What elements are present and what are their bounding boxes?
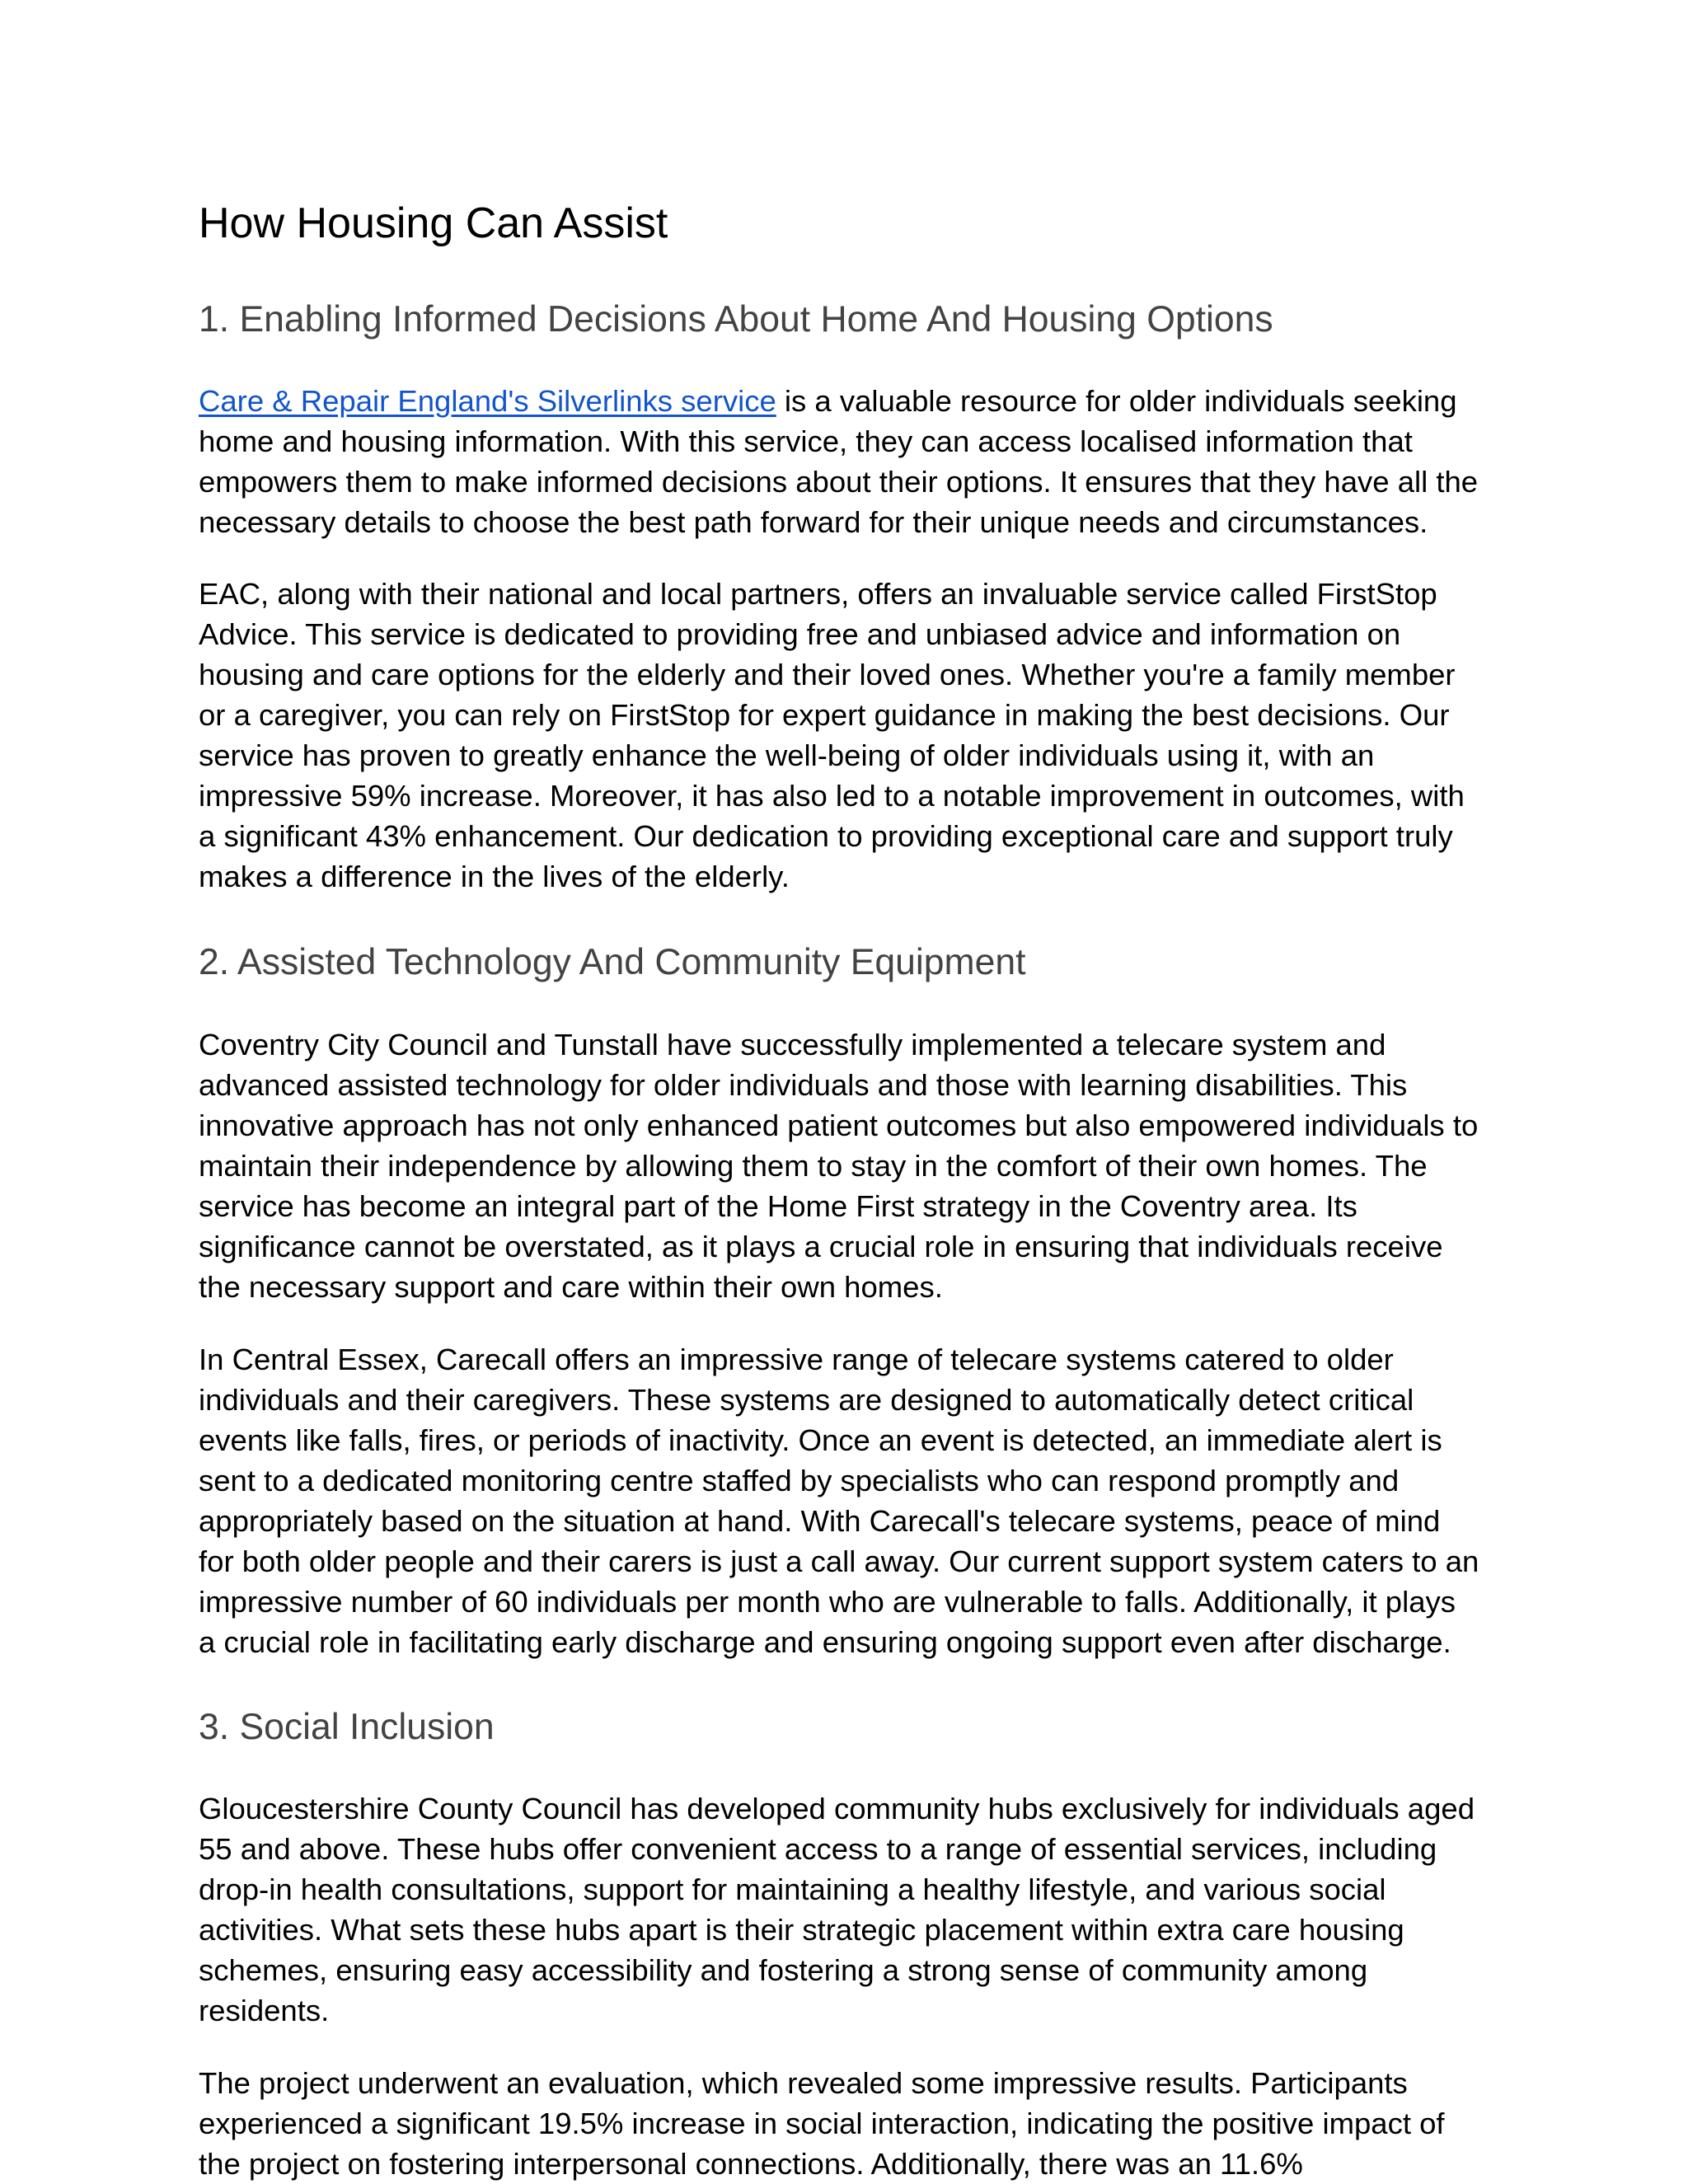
paragraph-line: residents. — [199, 1994, 330, 2027]
paragraph-line: impressive 59% increase. Moreover, it has also led to a notable improvement in outcomes, with — [199, 779, 1465, 813]
paragraph-line: drop-in health consultations, support for maintaining a healthy lifestyle, and various social — [199, 1872, 1386, 1906]
paragraph-line: individuals and their caregivers. These systems are designed to automatically detect critical — [199, 1383, 1414, 1417]
silverlinks-service-link[interactable]: Care & Repair England's Silverlinks service — [199, 384, 776, 418]
paragraph-line: innovative approach has not only enhanced patient outcomes but also empowered individuals to — [199, 1108, 1479, 1142]
paragraph-line: a significant 43% enhancement. Our dedication to providing exceptional care and support truly — [199, 819, 1453, 853]
paragraph-coventry — [199, 1024, 1501, 1307]
paragraph-line: 55 and above. These hubs offer convenient access to a range of essential services, including — [199, 1832, 1437, 1866]
paragraph-line: necessary details to choose the best path forward for their unique needs and circumstances. — [199, 505, 1428, 539]
paragraph-line: impressive number of 60 individuals per month who are vulnerable to falls. Additionally, it plays — [199, 1585, 1456, 1619]
paragraph-line: activities. What sets these hubs apart is their strategic placement within extra care housing — [199, 1913, 1404, 1947]
paragraph-line: schemes, ensuring easy accessibility and fostering a strong sense of community among — [199, 1953, 1368, 1987]
paragraph-line: makes a difference in the lives of the elderly. — [199, 860, 790, 893]
section-heading-social-inclusion: 3. Social Inclusion — [199, 1707, 495, 1747]
paragraph-line: the necessary support and care within their own homes. — [199, 1270, 943, 1304]
paragraph-gloucestershire — [199, 1788, 1501, 2031]
paragraph-line: or a caregiver, you can rely on FirstStop for expert guidance in making the best decisions. Our — [199, 698, 1450, 732]
paragraph-line: events like falls, fires, or periods of inactivity. Once an event is detected, an immediate alert is — [199, 1423, 1442, 1457]
paragraph-line: a crucial role in facilitating early discharge and ensuring ongoing support even after discharge. — [199, 1625, 1451, 1659]
paragraph-line: empowers them to make informed decisions about their options. It ensures that they have all the — [199, 465, 1479, 499]
paragraph-line: The project underwent an evaluation, which revealed some impressive results. Participants — [199, 2066, 1408, 2100]
paragraph-line: home and housing information. With this service, they can access localised information that — [199, 424, 1413, 458]
section-heading-informed-decisions: 1. Enabling Informed Decisions About Home And Housing Options — [199, 299, 1273, 340]
paragraph-evaluation — [199, 2063, 1501, 2184]
paragraph-line: appropriately based on the situation at hand. With Carecall's telecare systems, peace of mind — [199, 1504, 1441, 1538]
paragraph-line: maintain their independence by allowing them to stay in the comfort of their own homes. The — [199, 1149, 1428, 1183]
paragraph-line: the project on fostering interpersonal connections. Additionally, there was an 11.6% — [199, 2147, 1303, 2181]
page-title: How Housing Can Assist — [199, 199, 668, 247]
paragraph-line: Gloucestershire County Council has developed community hubs exclusively for individuals aged — [199, 1792, 1475, 1825]
paragraph-line: EAC, along with their national and local partners, offers an invaluable service called FirstStop — [199, 577, 1437, 611]
paragraph-line: housing and care options for the elderly and their loved ones. Whether you're a family member — [199, 658, 1456, 691]
paragraph-line: Advice. This service is dedicated to providing free and unbiased advice and information on — [199, 617, 1401, 651]
paragraph-silverlinks — [199, 381, 1501, 542]
paragraph-line: service has proven to greatly enhance the well-being of older individuals using it, with an — [199, 738, 1375, 772]
paragraph-line: experienced a significant 19.5% increase in social interaction, indicating the positive impact of — [199, 2107, 1445, 2140]
paragraph-line: for both older people and their carers is just a call away. Our current support system caters to an — [199, 1544, 1479, 1578]
paragraph-line: significance cannot be overstated, as it plays a crucial role in ensuring that individuals receive — [199, 1230, 1443, 1263]
paragraph-firststop — [199, 574, 1501, 897]
paragraph-line-text: is a valuable resource for older individuals seeking — [776, 384, 1457, 418]
paragraph-line — [199, 381, 1501, 421]
paragraph-line: sent to a dedicated monitoring centre staffed by specialists who can respond promptly and — [199, 1464, 1400, 1497]
section-heading-assisted-technology: 2. Assisted Technology And Community Equipment — [199, 942, 1026, 982]
paragraph-line: In Central Essex, Carecall offers an impressive range of telecare systems catered to older — [199, 1343, 1394, 1376]
paragraph-line: service has become an integral part of the Home First strategy in the Coventry area. Its — [199, 1189, 1357, 1223]
paragraph-line: advanced assisted technology for older individuals and those with learning disabilities. This — [199, 1068, 1408, 1102]
paragraph-line: Coventry City Council and Tunstall have successfully implemented a telecare system and — [199, 1028, 1386, 1062]
paragraph-carecall — [199, 1339, 1501, 1662]
